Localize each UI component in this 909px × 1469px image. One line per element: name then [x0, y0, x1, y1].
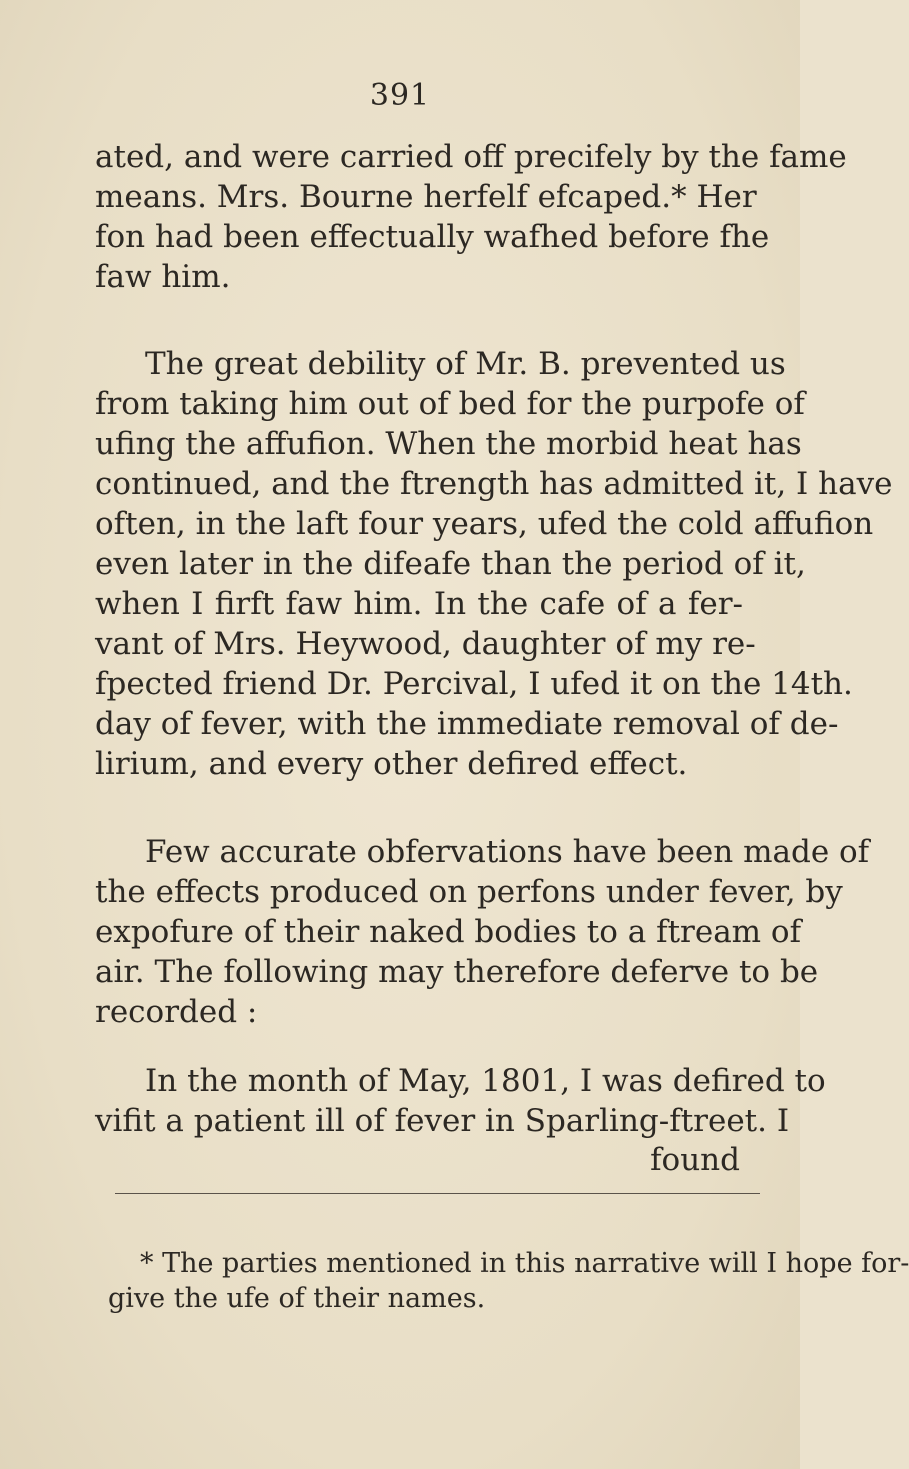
text-line: fon had been effectually wafhed before fhe	[95, 219, 770, 255]
text-line: expofure of their naked bodies to a ftream of	[95, 914, 802, 950]
text-line: The great debility of Mr. B. prevented us	[145, 346, 786, 382]
text-line: even later in the difeafe than the period of it,	[95, 546, 806, 582]
text-line: means. Mrs. Bourne herfelf efcaped.* Her	[95, 179, 757, 215]
text-line: fpected friend Dr. Percival, I ufed it on the 14th.	[95, 666, 853, 702]
text-line: lirium, and every other defired effect.	[95, 746, 688, 782]
footnote-rule	[115, 1193, 760, 1194]
catchword: found	[650, 1142, 740, 1178]
text-line: day of fever, with the immediate removal of de-	[95, 706, 839, 742]
text-line: often, in the laft four years, ufed the cold affufion	[95, 506, 874, 542]
text-line: faw him.	[95, 259, 231, 295]
footnote-line: * The parties mentioned in this narrative will I hope for-	[140, 1248, 909, 1279]
text-line: when I firft faw him. In the cafe of a fer-	[95, 586, 743, 622]
page-number: 391	[369, 78, 431, 113]
text-line: Few accurate obfervations have been made of	[145, 834, 870, 870]
text-line: ated, and were carried off precifely by the fame	[95, 139, 847, 175]
text-line: vifit a patient ill of fever in Sparling-ftreet. I	[95, 1103, 790, 1139]
text-line: the effects produced on perfons under fever, by	[95, 874, 843, 910]
text-line: In the month of May, 1801, I was defired to	[145, 1063, 826, 1099]
text-line: vant of Mrs. Heywood, daughter of my re-	[95, 626, 756, 662]
text-line: air. The following may therefore deferve to be	[95, 954, 819, 990]
text-line: recorded :	[95, 994, 258, 1030]
text-line: continued, and the ftrength has admitted it, I have	[95, 466, 893, 502]
text-line: ufing the affufion. When the morbid heat has	[95, 426, 802, 462]
footnote-line: give the ufe of their names.	[108, 1283, 486, 1314]
text-line: from taking him out of bed for the purpofe of	[95, 386, 805, 422]
